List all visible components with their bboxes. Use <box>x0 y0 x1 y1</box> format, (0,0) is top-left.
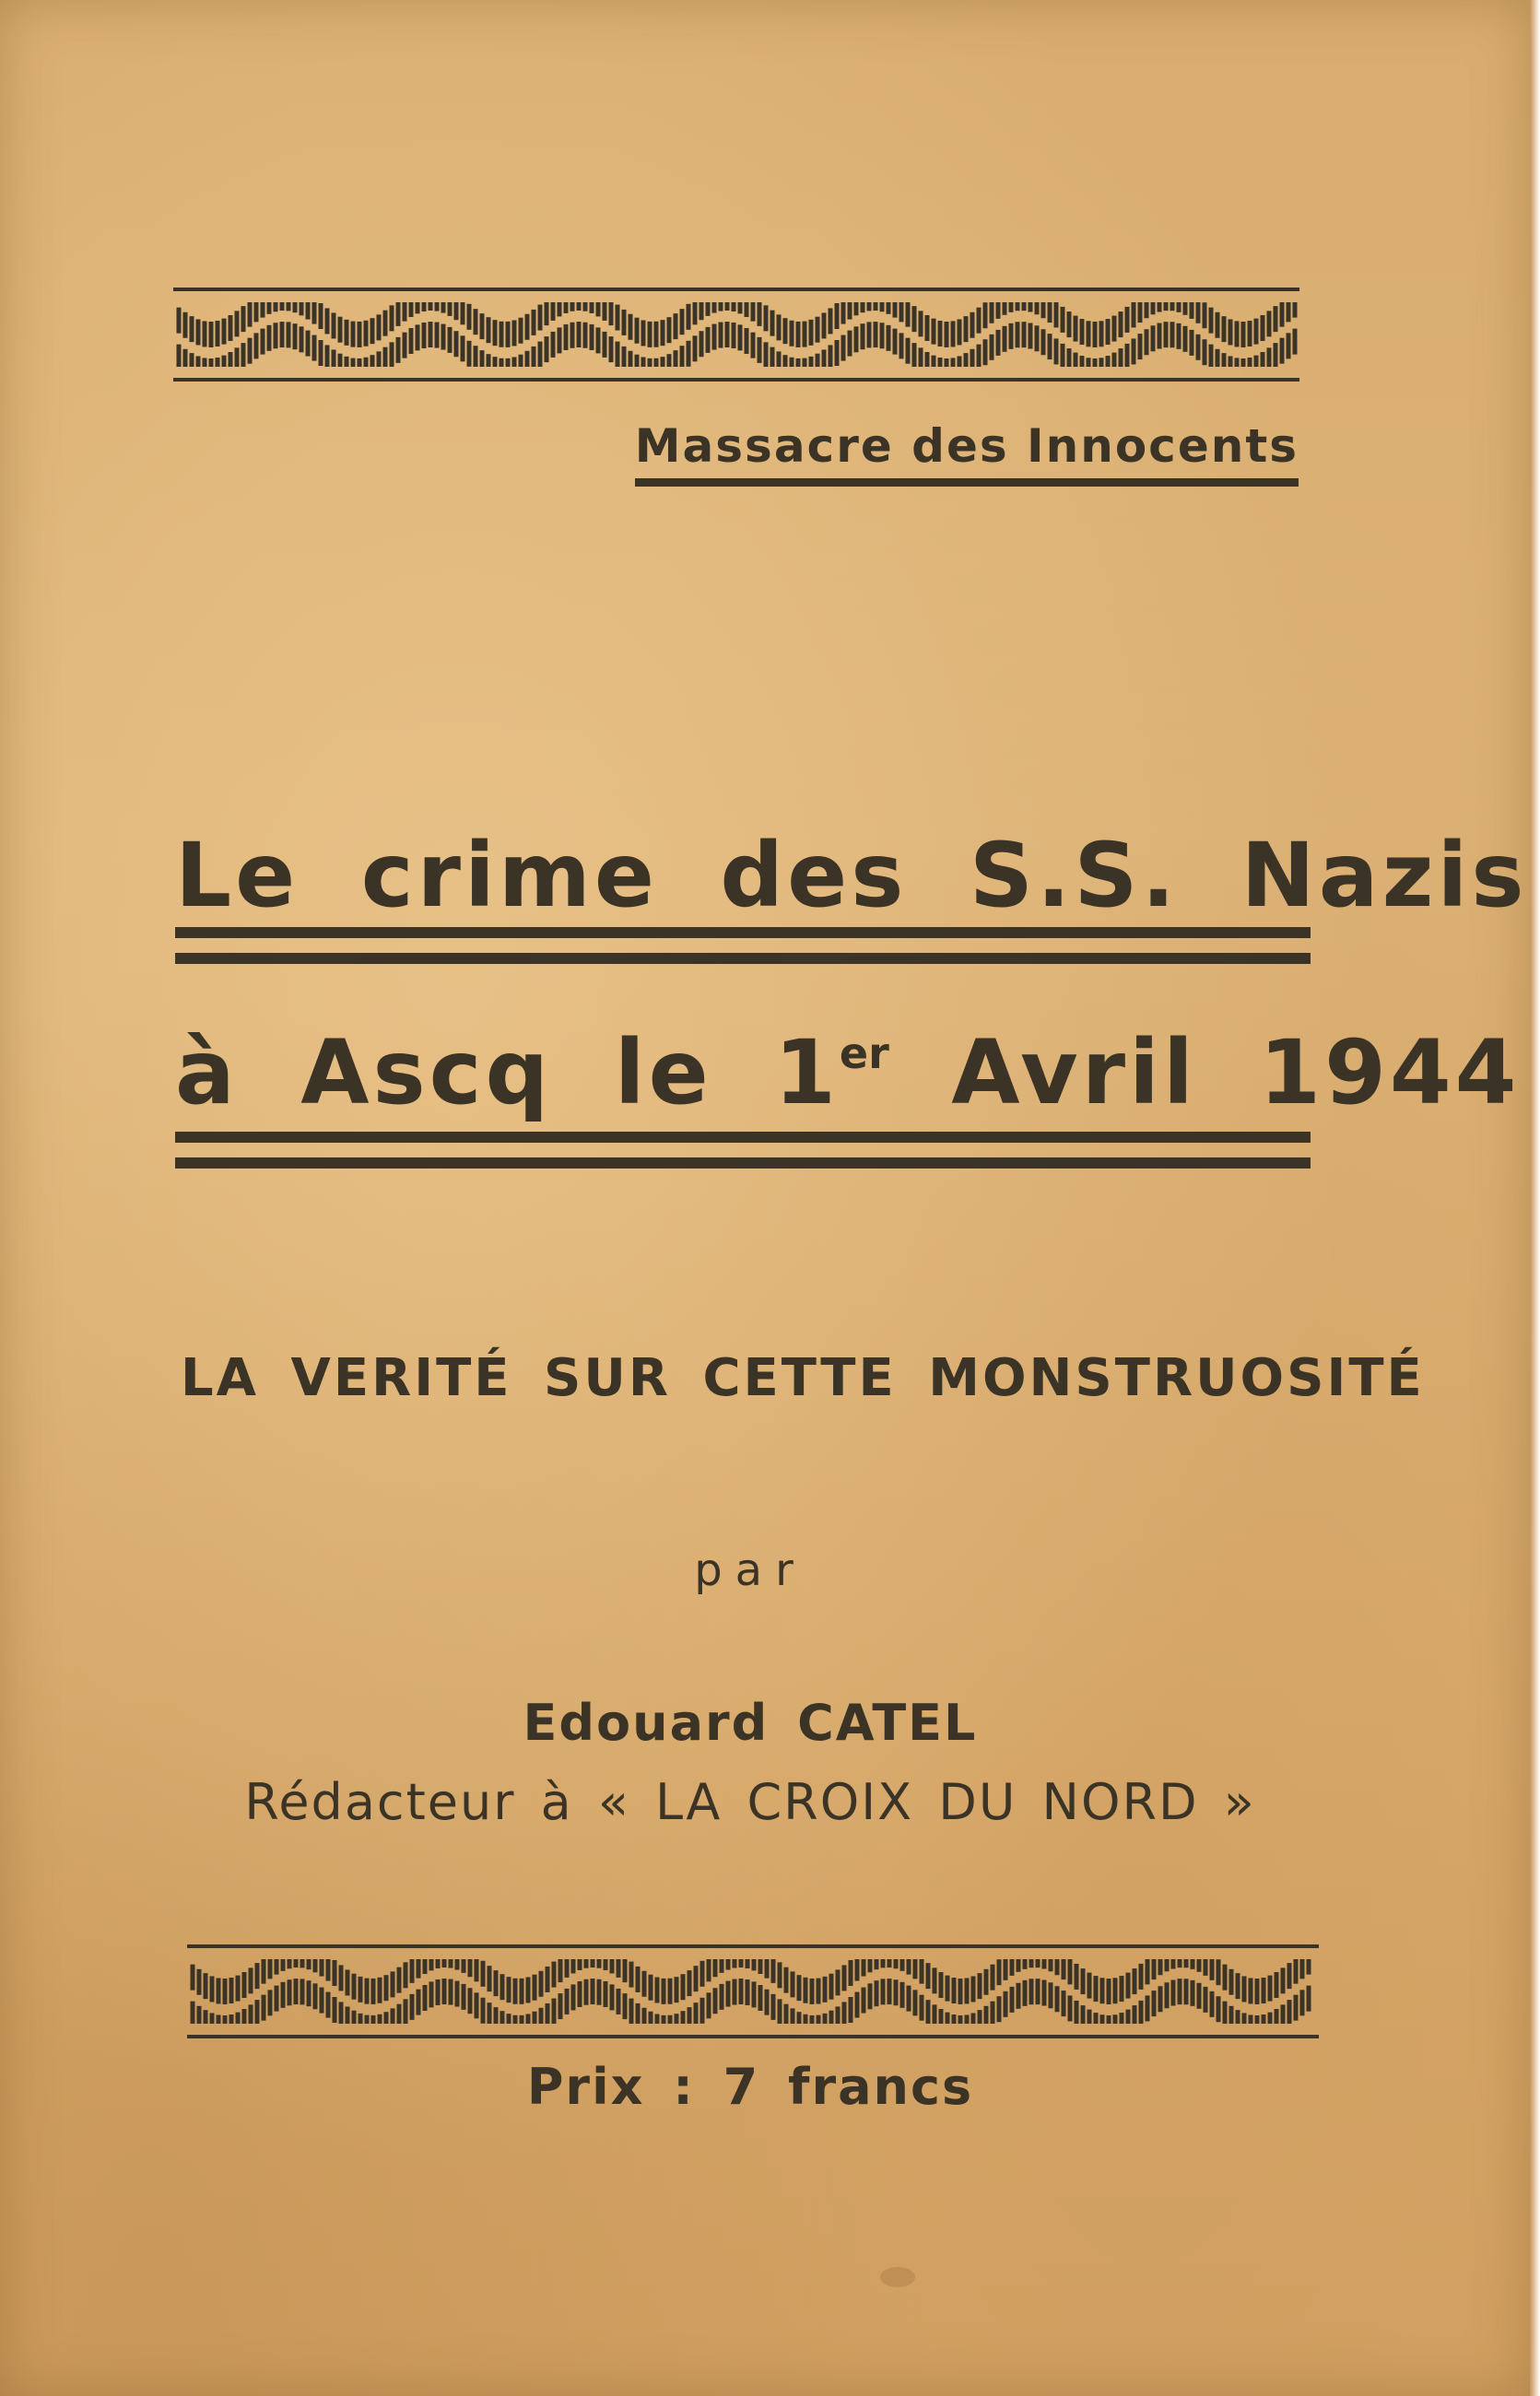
author-name: Edouard CATEL <box>523 1694 978 1752</box>
title-line-2 <box>175 1021 1521 1124</box>
ornamental-border-icon <box>173 286 1299 383</box>
subtitle: LA VERITÉ SUR CETTE MONSTRUOSITÉ <box>181 1348 1425 1408</box>
title-line-2-prefix: à Ascq le 1 <box>175 1021 840 1124</box>
author-affiliation: Rédacteur à « LA CROIX DU NORD » <box>244 1773 1256 1831</box>
page-edge <box>1530 0 1540 2396</box>
title-line-2-superscript: er <box>839 1028 889 1078</box>
by-label: par <box>694 1544 806 1596</box>
ornamental-border-icon <box>187 1943 1319 2040</box>
title-line-2-suffix: Avril 1944 <box>888 1021 1521 1124</box>
title-line-1: Le crime des S.S. Nazis <box>175 824 1528 927</box>
double-rule <box>175 1132 1311 1172</box>
series-title: Massacre des Innocents <box>635 419 1299 487</box>
double-rule <box>175 927 1311 968</box>
ink-spot <box>880 2267 915 2287</box>
price-label: Prix : 7 francs <box>526 2058 974 2116</box>
